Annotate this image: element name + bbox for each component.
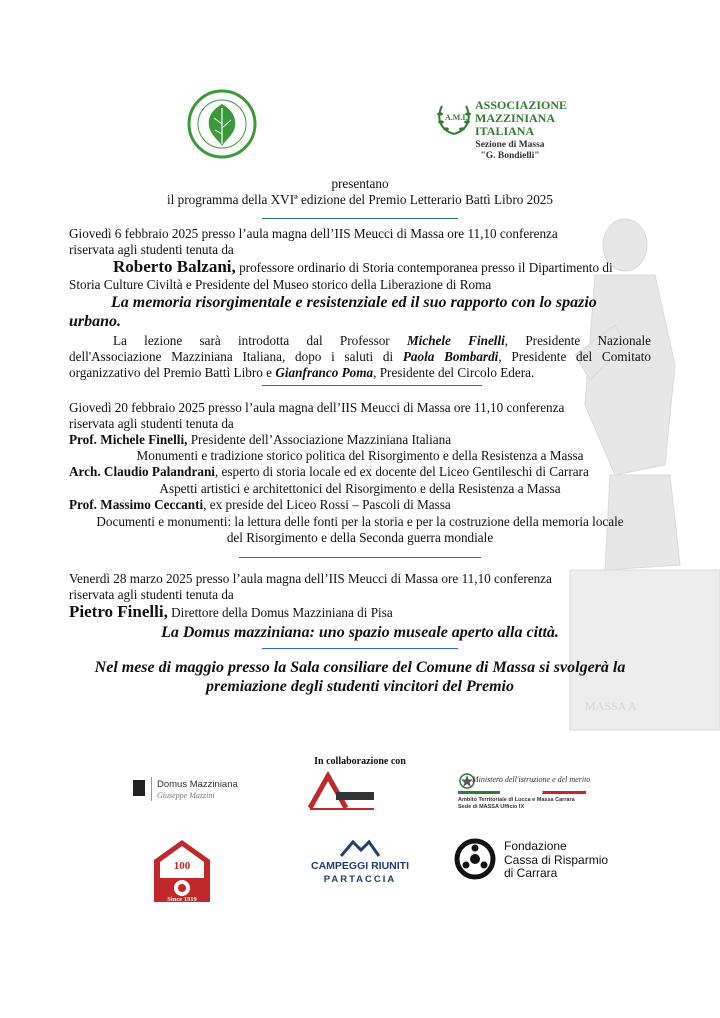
divider-3 [239, 557, 481, 558]
ministero-logo [448, 772, 591, 822]
ministero-name: Ministero dell'istruzione e del merito [472, 775, 591, 784]
ami-name-line-2: MAZZINIANA [475, 111, 556, 125]
event2-speaker2: Arch. Claudio Palandrani [69, 464, 215, 479]
event2-topic1: Monumenti e tradizione storico politica del Risorgimento e della Resistenza a Massa [136, 448, 584, 463]
ami-badge-text: A.M.I. [445, 113, 468, 122]
event2-speaker3: Prof. Massimo Ceccanti [69, 497, 204, 512]
tent-icon [339, 838, 381, 858]
ministero-sede: Sede di MASSA Ufficio IX [458, 804, 525, 810]
event3-speaker-role: Direttore della Domus Mazziniana di Pisa [167, 605, 393, 620]
ami-name-line-1: ASSOCIAZIONE [475, 98, 568, 112]
event1-p3a: organizzativo del Premio Battì Libro e [69, 365, 276, 380]
badge-since: Since 1919 [167, 896, 197, 903]
event2-speaker2-role: , esperto di storia locale ed ex docente del Liceo Gentileschi di Carrara [214, 464, 589, 479]
event2-speaker3-role: , ex preside del Liceo Rossi – Pascoli di Massa [203, 497, 451, 512]
domus-mark-icon [133, 780, 145, 796]
partner-red-logo [306, 770, 378, 814]
presentano-text: presentano [331, 176, 389, 191]
fondazione-line1: Fondazione [504, 839, 567, 853]
event3-line2: riservata agli studenti tenuta da [69, 587, 234, 602]
campeggi-riuniti-logo [305, 838, 415, 890]
event3-title: La Domus mazziniana: uno spazio museale aperto alla città. [161, 624, 559, 641]
domus-signature: Giuseppe Mazzini [157, 791, 215, 800]
ami-bondielli: "G. Bondielli" [480, 151, 540, 161]
closing-line2: premiazione degli studenti vincitori del Premio [206, 678, 514, 695]
divider-4 [262, 648, 458, 649]
event1-p1a: La lezione sarà introdotta dal Professor [113, 333, 407, 348]
event2-line1: Giovedì 20 febbraio 2025 presso l’aula magna dell’IIS Meucci di Massa ore 11,10 conferenza [69, 400, 565, 415]
event2-topic3-line2: del Risorgimento e della Seconda guerra mondiale [226, 530, 494, 545]
event3-speaker: Pietro Finelli, [69, 602, 168, 621]
closing-line1: Nel mese di maggio presso la Sala consiliare del Comune di Massa si svolgerà la [94, 659, 626, 676]
fondazione-line3: di Carrara [504, 866, 558, 880]
event3-line1: Venerdì 28 marzo 2025 presso l’aula magna dell’IIS Meucci di Massa ore 11,10 conferenza [69, 571, 552, 586]
event1-p2c: , Presidente del Comitato [498, 349, 651, 364]
badge-100: 100 [173, 860, 191, 872]
associazione-mazziniana-logo [434, 98, 574, 170]
ami-name-line-3: ITALIANA [475, 124, 535, 138]
event1-speaker-role: professore ordinario di Storia contemporanea presso il Dipartimento di [235, 260, 613, 275]
event1-greeter: Paola Bombardi [402, 349, 499, 364]
event2-topic2: Aspetti artistici e architettonici del Risorgimento e della Resistenza a Massa [159, 481, 561, 496]
divider-2 [262, 385, 482, 386]
watermark-text: MASSA A [585, 699, 637, 713]
ministero-ambito: Ambito Territoriale di Lucca e Massa Carrara [458, 797, 575, 803]
event1-p2a: dell'Associazione Mazziniana Italiana, dopo i saluti di [69, 349, 403, 364]
event1-line2: riservata agli studenti tenuta da [69, 242, 234, 257]
programma-text: il programma della XVIª edizione del Premio Letterario Battì Libro 2025 [167, 192, 553, 207]
event1-title-line2: urbano. [69, 313, 122, 330]
event2-speaker1: Prof. Michele Finelli, [69, 432, 188, 447]
collaborazione-label: In collaborazione con [314, 756, 406, 767]
ami-sezione: Sezione di Massa [475, 140, 545, 150]
event1-line4: Storia Culture Civiltà e Presidente del Museo storico della Liberazione di Roma [69, 277, 492, 292]
event1-p3c: , Presidente del Circolo Edera. [373, 365, 535, 380]
fondazione-mark-icon [454, 838, 496, 880]
event1-introducer: Michele Finelli [406, 333, 505, 348]
divider-1 [262, 218, 458, 219]
event1-speaker: Roberto Balzani, [113, 257, 236, 276]
fondazione-logo [454, 836, 634, 884]
circolo-edera-logo [176, 88, 268, 160]
domus-mazziniana-logo [133, 775, 243, 805]
event1-president: Gianfranco Poma [275, 365, 374, 380]
centenary-badge-logo [150, 838, 214, 906]
event2-topic3-line1: Documenti e monumenti: la lettura delle fonti per la storia e per la costruzione della memoria locale [96, 514, 624, 529]
campeggi-name: CAMPEGGI RIUNITI [310, 860, 409, 872]
event2-speaker1-role: Presidente dell’Associazione Mazziniana Italiana [187, 432, 452, 447]
event1-title-line1: La memoria risorgimentale e resistenziale ed il suo rapporto con lo spazio [111, 294, 597, 311]
campeggi-sub: PARTACCIA [323, 874, 397, 885]
event1-p1c: , Presidente Nazionale [504, 333, 651, 348]
fondazione-line2: Cassa di Risparmio [504, 852, 609, 867]
event2-line2: riservata agli studenti tenuta da [69, 416, 234, 431]
event1-line1: Giovedì 6 febbraio 2025 presso l’aula magna dell’IIS Meucci di Massa ore 11,10 conferenza [69, 226, 558, 241]
domus-name: Domus Mazziniana [157, 779, 238, 790]
